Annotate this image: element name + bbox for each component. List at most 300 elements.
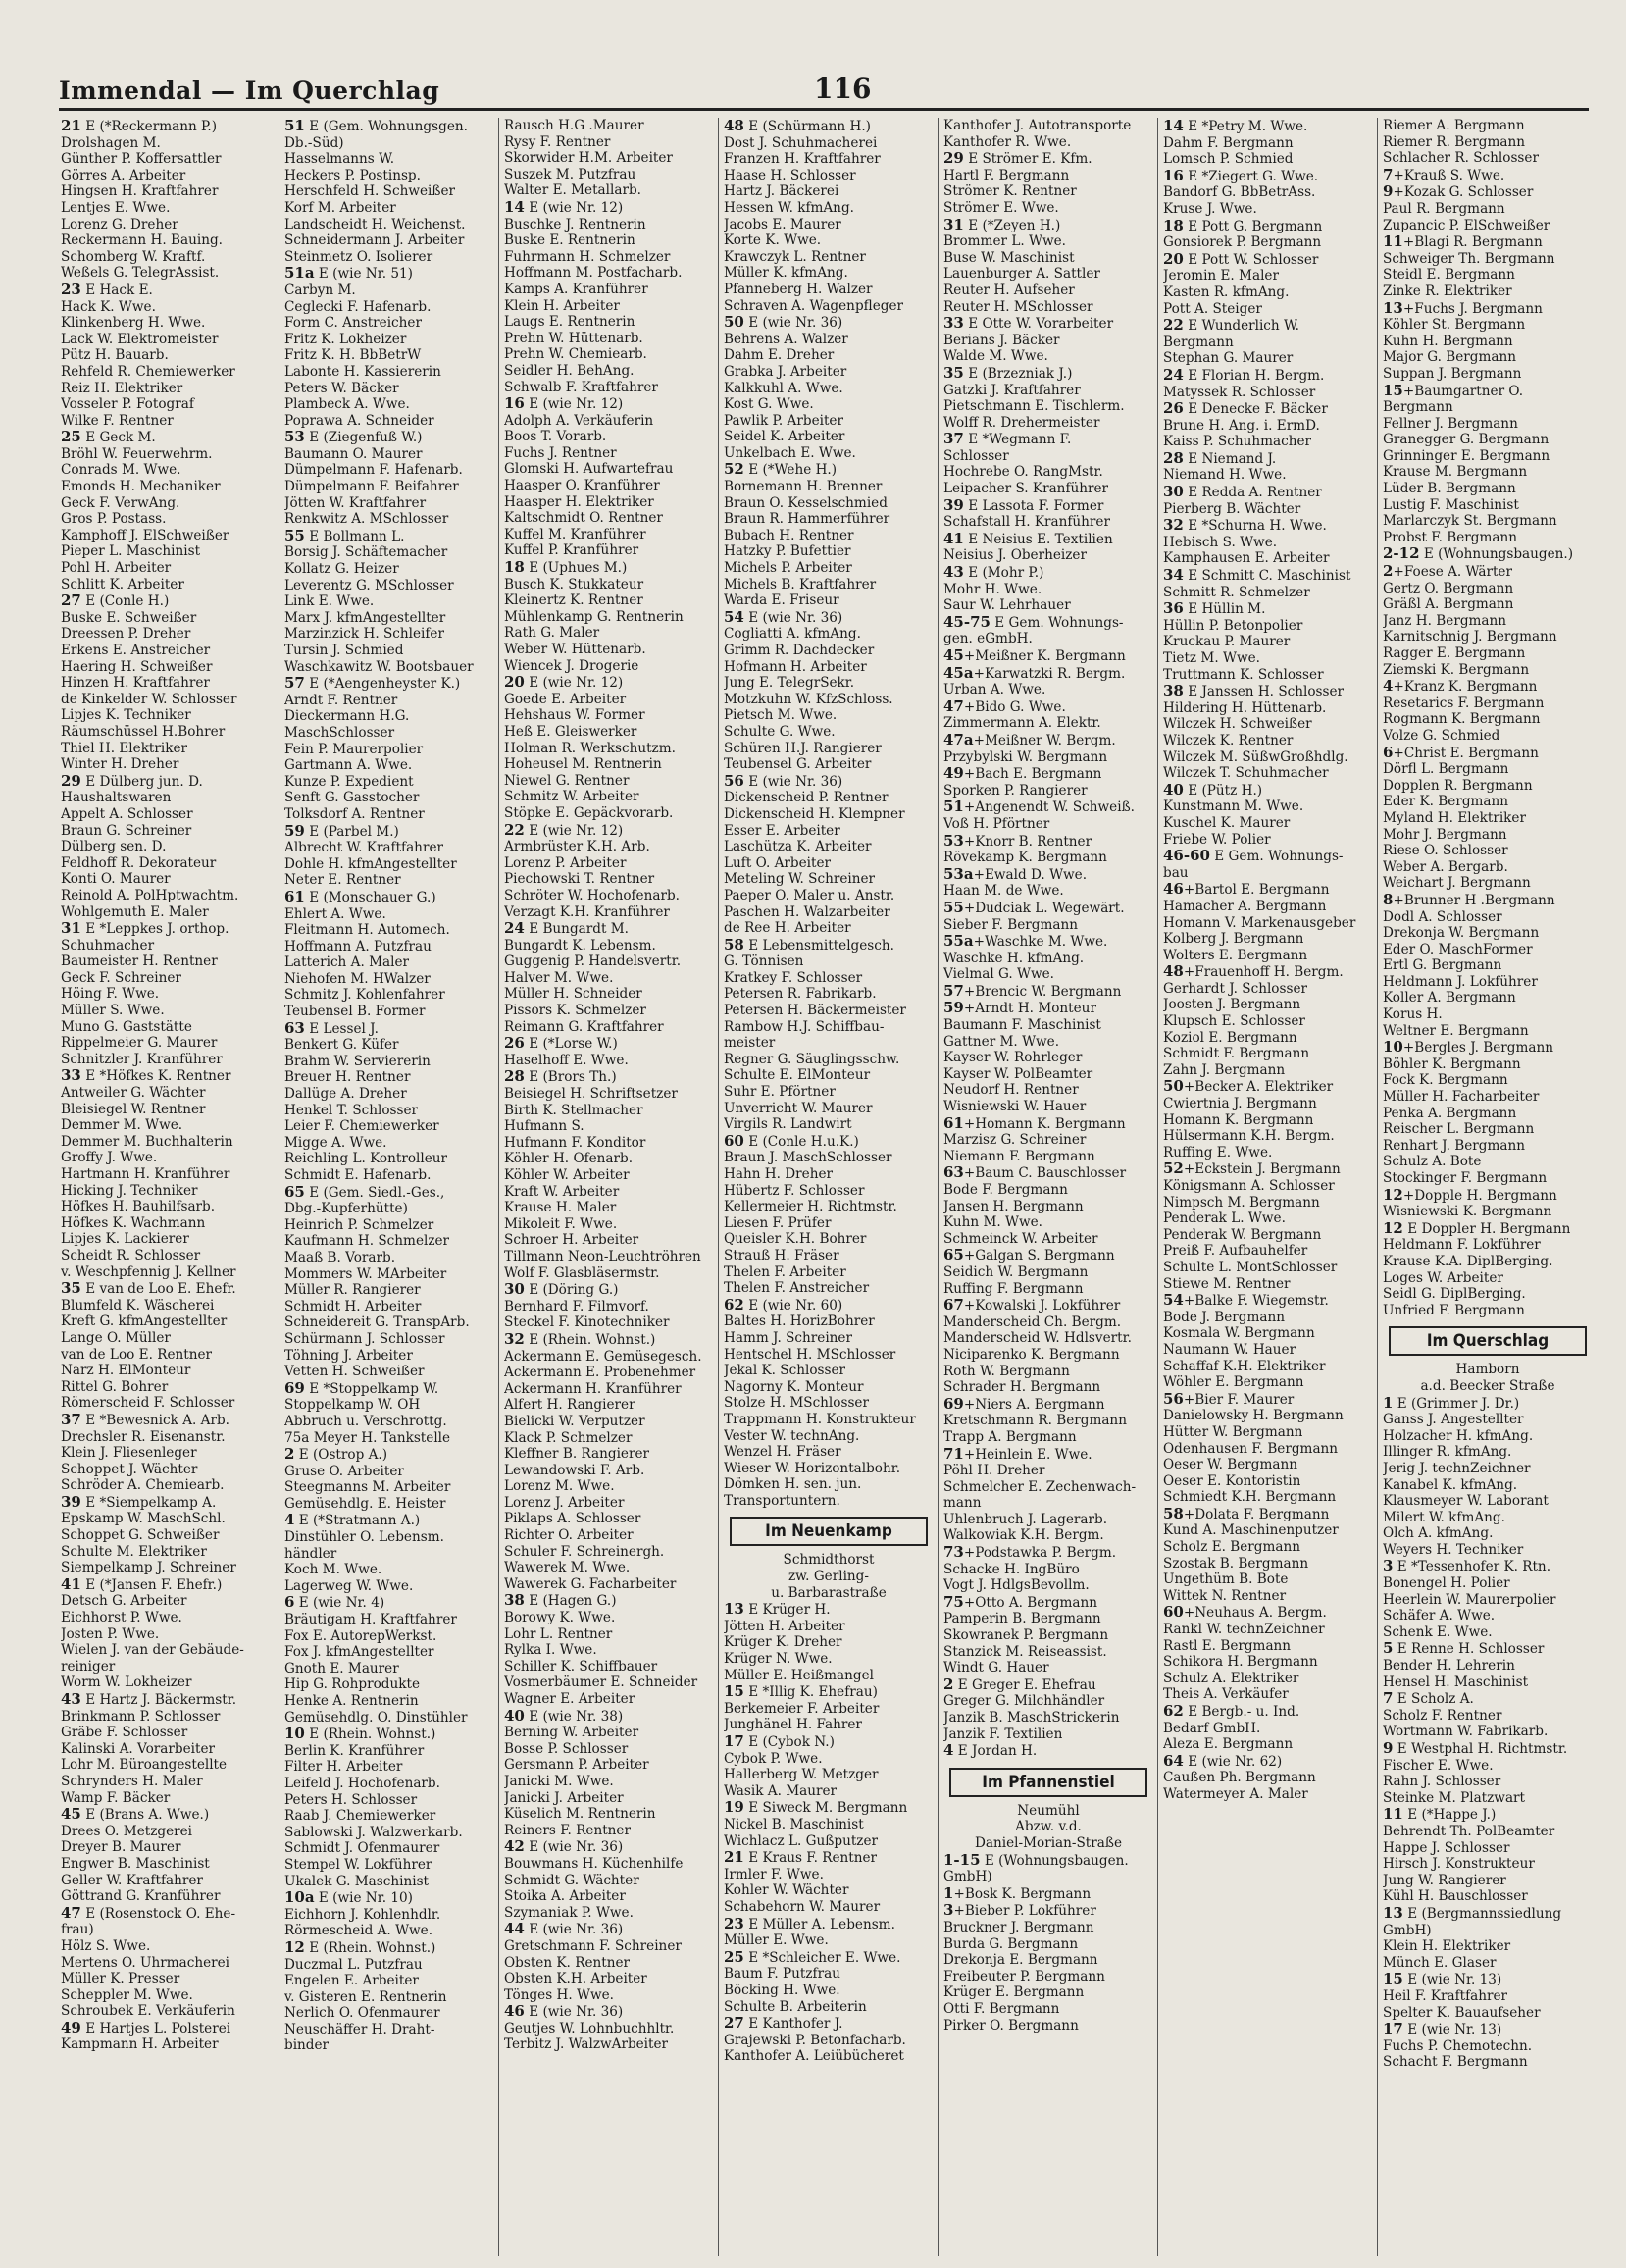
resident-entry: Niemann F. Bergmann: [943, 1148, 1095, 1164]
resident-entry: Schweiger Th. Bergmann: [1383, 250, 1555, 267]
resident-entry: Bode J. Bergmann: [1163, 1309, 1286, 1325]
resident-entry: Klein J. Fliesenleger: [61, 1445, 197, 1462]
resident-entry: Hingsen H. Kraftfahrer: [61, 183, 219, 200]
resident-entry: Töhning J. Arbeiter: [284, 1347, 413, 1364]
resident-entry: Köhler St. Bergmann: [1383, 317, 1526, 334]
house-number-entry: 1+Bosk K. Bergmann: [943, 1884, 1092, 1902]
resident-entry: Scheppler M. Wwe.: [61, 1986, 193, 2003]
house-number: 18: [1163, 217, 1184, 234]
resident-entry: 75a Meyer H. Tankstelle: [284, 1429, 451, 1446]
resident-entry: Stolze H. MSchlosser: [724, 1395, 869, 1412]
resident-entry: Homann V. Markenausgeber: [1163, 914, 1356, 931]
resident-entry: Kund A. Maschinenputzer: [1163, 1522, 1339, 1539]
house-number: 60: [1163, 1604, 1184, 1622]
resident-entry: Tillmann Neon-Leuchtröhren: [504, 1248, 701, 1264]
resident-entry: Halver M. Wwe.: [504, 969, 614, 986]
house-number-entry: 57+Brencic W. Bergmann: [943, 982, 1122, 1000]
resident-entry: Kruse J. Wwe.: [1163, 200, 1257, 217]
resident-entry: Wielen J. van der Gebäude-: [61, 1642, 244, 1659]
house-number: 40: [504, 1707, 525, 1725]
street-location-note: Daniel-Morian-Straße: [975, 1834, 1122, 1851]
house-number-entry: 22 E (wie Nr. 12): [504, 821, 624, 839]
resident-entry: Kampmann H. Arbeiter: [61, 2036, 219, 2053]
house-number: 32: [504, 1330, 525, 1348]
house-number: 15: [1383, 382, 1403, 399]
resident-entry: Unverricht W. Maurer: [724, 1100, 873, 1116]
house-number: 46: [504, 2003, 525, 2021]
house-number-entry: 63 E Lessel J.: [284, 1019, 379, 1037]
house-number-entry: 67+Kowalski J. Lokführer: [943, 1297, 1121, 1314]
resident-entry: Jeromin E. Maler: [1163, 268, 1279, 284]
resident-entry: Leifeld J. Hochofenarb.: [284, 1775, 440, 1791]
column-5: [943, 118, 1153, 2256]
resident-entry: Korte K. Wwe.: [724, 232, 822, 249]
house-number-entry: 24 E Bungardt M.: [504, 920, 629, 938]
resident-entry: Schmidt E. Hafenarb.: [284, 1167, 432, 1183]
resident-entry: Form C. Anstreicher: [284, 315, 422, 332]
house-number: 32: [1163, 517, 1184, 535]
resident-entry: Wittek N. Rentner: [1163, 1587, 1287, 1604]
resident-entry: Korf M. Arbeiter: [284, 199, 396, 216]
resident-entry: Krüger E. Bergmann: [943, 1984, 1085, 2001]
resident-entry: Gertz O. Bergmann: [1383, 580, 1514, 596]
house-number-entry: 61 E (Monschauer G.): [284, 888, 436, 905]
house-number-entry: 59 E (Parbel M.): [284, 822, 399, 840]
house-number: 17: [724, 1733, 744, 1750]
resident-entry: Hack K. Wwe.: [61, 298, 156, 315]
resident-entry: Kuhn M. Wwe.: [943, 1214, 1042, 1231]
resident-entry: Conrads M. Wwe.: [61, 462, 181, 479]
house-number: 63: [943, 1164, 964, 1182]
resident-entry: Gonsiorek P. Bergmann: [1163, 234, 1322, 251]
resident-entry: Maaß B. Vorarb.: [284, 1249, 396, 1265]
resident-entry: Dinstühler O. Lebensm.: [284, 1529, 444, 1546]
resident-entry: Pietschmann E. Tischlerm.: [943, 398, 1125, 415]
resident-entry: Demmer M. Buchhalterin: [61, 1133, 233, 1150]
resident-entry: Filter H. Arbeiter: [284, 1759, 403, 1776]
resident-entry: Vogt J. HdlgsBevollm.: [943, 1577, 1090, 1594]
resident-entry: Kayser W. Rohrleger: [943, 1050, 1083, 1066]
column-divider: [498, 118, 499, 2256]
house-number: 4: [284, 1512, 295, 1529]
house-number: 23: [61, 281, 81, 298]
resident-entry: Laugs E. Rentnerin: [504, 314, 635, 331]
resident-entry: Dost J. Schuhmacherei: [724, 134, 878, 151]
resident-entry: Hip G. Rohprodukte: [284, 1676, 421, 1693]
resident-entry: Tietz M. Wwe.: [1163, 650, 1260, 666]
house-number-entry: 2 E Greger E. Ehefrau: [943, 1675, 1096, 1693]
house-number: 36: [1163, 600, 1184, 618]
house-number: 49: [943, 765, 964, 783]
house-number: 62: [1163, 1703, 1184, 1720]
house-number-entry: 35 E van de Loo E. Ehefr.: [61, 1280, 236, 1298]
resident-entry: Birth K. Stellmacher: [504, 1102, 643, 1118]
resident-entry: Szymaniak P. Wwe.: [504, 1904, 634, 1921]
resident-entry: Eichhorn J. Kohlenhdlr.: [284, 1906, 441, 1923]
resident-entry: Bungardt K. Lebensm.: [504, 937, 656, 954]
house-number-entry: 54+Balke F. Wiegemstr.: [1163, 1292, 1329, 1310]
house-number: 24: [504, 920, 525, 938]
resident-entry: Kamphoff J. ElSchweißer: [61, 527, 229, 543]
resident-entry: Mühlenkamp G. Rentnerin: [504, 608, 684, 625]
resident-entry: Niemand H. Wwe.: [1163, 467, 1287, 484]
house-number-entry: 52 E (*Wehe H.): [724, 461, 838, 479]
house-number-entry: 50+Becker A. Elektriker: [1163, 1078, 1334, 1096]
house-number: 24: [1163, 366, 1184, 384]
resident-entry: Haushaltswaren: [61, 790, 172, 806]
resident-entry: Schrader H. Bergmann: [943, 1379, 1101, 1396]
resident-entry: Nimpsch M. Bergmann: [1163, 1194, 1320, 1211]
resident-entry: Herschfeld H. Schweißer: [284, 183, 456, 200]
house-number: 59: [284, 822, 305, 840]
house-number-entry: 10a E (wie Nr. 10): [284, 1889, 413, 1907]
resident-entry: Schroubek E. Verkäuferin: [61, 2003, 235, 2020]
resident-entry: Bruckner J. Bergmann: [943, 1919, 1094, 1935]
resident-entry: Lorenz G. Dreher: [61, 216, 178, 232]
resident-entry: Jung W. Rangierer: [1383, 1872, 1506, 1888]
resident-entry: Haase H. Schlosser: [724, 167, 856, 183]
house-number-entry: 24 E Florian H. Bergm.: [1163, 366, 1325, 384]
resident-entry: Naumann W. Hauer: [1163, 1341, 1296, 1358]
resident-entry: Leier F. Chemiewerker: [284, 1118, 439, 1135]
resident-entry: Seidler H. BehAng.: [504, 362, 635, 379]
running-title: Immendal — Im Querchlag: [59, 77, 440, 105]
house-number-entry: 6+Christ E. Bergmann: [1383, 744, 1539, 761]
resident-entry: Weber W. Hüttenarb.: [504, 642, 646, 657]
resident-entry: Oeser W. Bergmann: [1163, 1457, 1298, 1473]
resident-entry: Hahn H. Dreher: [724, 1166, 834, 1182]
resident-entry: Greger G. Milchhändler: [943, 1693, 1105, 1710]
resident-entry: Kraft W. Arbeiter: [504, 1183, 620, 1200]
house-number: 33: [61, 1067, 81, 1085]
house-number-entry: 34 E Schmitt C. Maschinist: [1163, 567, 1351, 585]
resident-entry: Przybylski W. Bergmann: [943, 748, 1108, 765]
resident-entry: Geutjes W. Lohnbuchhltr.: [504, 2020, 675, 2036]
resident-entry: Leverentz G. MSchlosser: [284, 577, 454, 593]
house-number: 54: [1163, 1292, 1184, 1310]
resident-entry: Kaltschmidt O. Rentner: [504, 510, 663, 527]
resident-entry: Klinkenberg H. Wwe.: [61, 315, 206, 332]
house-number-entry: 63+Baum C. Bauschlosser: [943, 1164, 1127, 1182]
house-number-entry: 29 E Strömer E. Kfm.: [943, 150, 1092, 168]
house-number-entry: 8+Brunner H .Bergmann: [1383, 891, 1555, 908]
resident-entry: Schulte M. Elektriker: [61, 1543, 207, 1560]
house-number-entry: 65 E (Gem. Siedl.-Ges.,: [284, 1183, 445, 1201]
resident-entry: Gemüsehdlg. E. Heister: [284, 1495, 446, 1512]
resident-entry: Hoffmann M. Postfacharb.: [504, 265, 683, 282]
column-divider: [1377, 118, 1378, 2256]
house-number-entry: 54 E (wie Nr. 36): [724, 608, 843, 626]
resident-entry: Richter O. Arbeiter: [504, 1527, 634, 1544]
resident-entry: Dieckermann H.G.: [284, 708, 410, 725]
house-number: 55: [284, 527, 305, 544]
resident-entry: Voß H. Pförtner: [943, 815, 1050, 832]
house-number-entry: 14 E (wie Nr. 12): [504, 198, 624, 216]
resident-entry: Major G. Bergmann: [1383, 349, 1516, 366]
house-number: 45-75: [943, 613, 991, 631]
house-number: 41: [61, 1575, 81, 1593]
house-number: 2: [943, 1675, 954, 1693]
house-number-entry: 37 E *Wegmann F.: [943, 431, 1072, 448]
resident-entry: Lipjes K. Techniker: [61, 707, 191, 724]
house-number-entry: 5 E Renne H. Schlosser: [1383, 1640, 1545, 1658]
street-location-note: zw. Gerling-: [788, 1569, 869, 1585]
resident-entry: Schulte B. Arbeiterin: [724, 1998, 867, 2015]
house-number-entry: 47+Bido G. Wwe.: [943, 697, 1066, 715]
resident-entry: Küselich M. Rentnerin: [504, 1806, 656, 1823]
resident-entry: Bosse P. Schlosser: [504, 1740, 629, 1757]
resident-entry: Engelen E. Arbeiter: [284, 1973, 419, 1989]
resident-entry: Hufmann S.: [504, 1118, 584, 1135]
house-number: 7: [1383, 1690, 1394, 1708]
resident-entry: Wilczek K. Rentner: [1163, 732, 1294, 748]
house-number: 28: [504, 1068, 525, 1086]
house-number-entry: 3+Bieber P. Lokführer: [943, 1902, 1096, 1920]
resident-entry: Pissors K. Schmelzer: [504, 1003, 646, 1019]
resident-entry: Fox J. kfmAngestellter: [284, 1644, 434, 1661]
resident-entry: Strauß H. Fräser: [724, 1247, 839, 1263]
resident-entry: Schulte G. Wwe.: [724, 723, 836, 740]
house-number: 57: [284, 675, 305, 693]
resident-entry: Oeser E. Kontoristin: [1163, 1472, 1301, 1489]
resident-entry: Reischer L. Bergmann: [1383, 1121, 1535, 1138]
resident-entry: Gretschmann F. Schreiner: [504, 1937, 682, 1954]
resident-entry: Schulz A. Bote: [1383, 1154, 1482, 1170]
resident-entry: Rausch H.G .Maurer: [504, 118, 644, 133]
resident-entry: Dickenscheid H. Klempner: [724, 805, 905, 822]
resident-entry: Kanthofer A. Leiübücheret: [724, 2048, 904, 2065]
resident-entry: Spelter K. Bauaufseher: [1383, 2004, 1541, 2021]
house-number: 51: [284, 118, 305, 134]
resident-entry: Probst F. Bergmann: [1383, 529, 1517, 545]
house-number-entry: 62 E (wie Nr. 60): [724, 1296, 843, 1314]
resident-entry: Müller K. kfmAng.: [724, 265, 848, 282]
resident-entry: Caußen Ph. Bergmann: [1163, 1770, 1316, 1786]
resident-entry: Petersen R. Fabrikarb.: [724, 986, 877, 1003]
resident-entry: Lagerweg W. Wwe.: [284, 1577, 414, 1594]
house-number: 46-60: [1163, 848, 1210, 865]
house-number: 12: [1383, 1219, 1403, 1237]
resident-entry: binder: [284, 2037, 330, 2054]
house-number: 31: [943, 216, 964, 233]
house-number-entry: 22 E Wunderlich W.: [1163, 317, 1299, 335]
house-number-entry: 21 E (*Reckermann P.): [61, 118, 218, 134]
resident-entry: Grajewski P. Betonfacharb.: [724, 2032, 906, 2048]
resident-entry: Gräbe F. Schlosser: [61, 1725, 188, 1741]
house-number: 25: [61, 429, 81, 446]
resident-entry: Berning W. Arbeiter: [504, 1725, 639, 1741]
resident-entry: Szostak B. Bergmann: [1163, 1555, 1309, 1572]
resident-entry: Görres A. Arbeiter: [61, 167, 186, 183]
house-number-entry: 61+Homann K. Bergmann: [943, 1114, 1126, 1132]
resident-entry: Terbitz J. WalzwArbeiter: [504, 2036, 669, 2053]
resident-entry: Vosmerbäumer E. Schneider: [504, 1675, 698, 1691]
resident-entry: Hölz S. Wwe.: [61, 1937, 151, 1954]
house-number: 37: [943, 431, 964, 448]
resident-entry: Warda E. Friseur: [724, 593, 839, 609]
resident-entry: Brune H. Ang. i. ErmD.: [1163, 417, 1320, 434]
house-number-entry: 33 E *Höfkes K. Rentner: [61, 1067, 231, 1085]
resident-entry: Schmitz W. Arbeiter: [504, 789, 639, 805]
resident-entry: Happe J. Schlosser: [1383, 1839, 1510, 1856]
house-number: 47: [61, 1904, 81, 1922]
resident-entry: Neudorf H. Rentner: [943, 1082, 1079, 1099]
resident-entry: Queisler K.H. Bohrer: [724, 1231, 867, 1248]
resident-entry: Lipjes K. Lackierer: [61, 1231, 189, 1248]
resident-entry: Marzinzick H. Schleifer: [284, 626, 444, 643]
resident-entry: Müller K. Presser: [61, 1971, 180, 1987]
resident-entry: GmbH): [1383, 1922, 1432, 1938]
resident-entry: frau): [61, 1922, 94, 1938]
resident-entry: Pohl H. Arbeiter: [61, 560, 172, 577]
street-location-note: Hamborn: [1455, 1362, 1520, 1378]
resident-entry: Schabehorn W. Maurer: [724, 1898, 881, 1915]
resident-entry: Dickenscheid P. Rentner: [724, 790, 889, 806]
resident-entry: Granegger G. Bergmann: [1383, 432, 1550, 448]
house-number: 38: [504, 1592, 525, 1610]
resident-entry: Koller A. Bergmann: [1383, 990, 1516, 1006]
house-number-entry: 69 E *Stoppelkamp W.: [284, 1379, 439, 1397]
resident-entry: Hebisch S. Wwe.: [1163, 534, 1278, 550]
resident-entry: Hatzky P. Bufettier: [724, 543, 851, 560]
house-number: 67: [943, 1297, 964, 1314]
resident-entry: Loges W. Arbeiter: [1383, 1269, 1503, 1286]
resident-entry: Renhart J. Bergmann: [1383, 1137, 1525, 1154]
resident-entry: Volze G. Schmied: [1383, 727, 1500, 744]
resident-entry: Geck F. Schreiner: [61, 969, 181, 986]
resident-entry: Michels P. Arbeiter: [724, 560, 852, 577]
resident-entry: Schneidermann J. Arbeiter: [284, 232, 465, 249]
resident-entry: Appelt A. Schlosser: [61, 805, 193, 822]
resident-entry: Trappmann H. Konstrukteur: [724, 1411, 916, 1427]
resident-entry: Aleza E. Bergmann: [1163, 1736, 1294, 1753]
resident-entry: Schmidt H. Arbeiter: [284, 1298, 422, 1314]
resident-entry: Beisiegel H. Schriftsetzer: [504, 1086, 678, 1103]
resident-entry: Baumann O. Maurer: [284, 445, 423, 462]
resident-entry: Wisniewski W. Hauer: [943, 1099, 1087, 1115]
house-number: 23: [724, 1915, 744, 1933]
resident-entry: Reinold A. PolHptwachtm.: [61, 887, 239, 903]
house-number-entry: 33 E Otte W. Vorarbeiter: [943, 315, 1114, 333]
resident-entry: Steegmanns M. Arbeiter: [284, 1479, 451, 1496]
house-number-entry: 16 E *Ziegert G. Wwe.: [1163, 167, 1319, 184]
resident-entry: Schroer H. Arbeiter: [504, 1232, 639, 1249]
resident-entry: Goede E. Arbeiter: [504, 691, 627, 707]
resident-entry: Bode F. Bergmann: [943, 1182, 1068, 1198]
resident-entry: Weltner E. Bergmann: [1383, 1022, 1529, 1039]
resident-entry: Wichlacz L. Gußputzer: [724, 1832, 878, 1849]
house-number: 51a: [284, 265, 315, 283]
resident-entry: Heerlein W. Maurerpolier: [1383, 1591, 1556, 1608]
house-number-entry: 42 E (wie Nr. 36): [504, 1838, 624, 1856]
resident-entry: Kasten R. kfmAng.: [1163, 284, 1290, 300]
resident-entry: Mikoleit F. Wwe.: [504, 1215, 618, 1232]
resident-entry: Tolksdorf A. Rentner: [284, 805, 425, 822]
resident-entry: Bleisiegel W. Rentner: [61, 1101, 206, 1117]
house-number: 58: [1163, 1505, 1184, 1522]
resident-entry: Reichling L. Kontrolleur: [284, 1151, 448, 1167]
resident-entry: Junghänel H. Fahrer: [724, 1717, 862, 1733]
resident-entry: Dreyer B. Maurer: [61, 1839, 181, 1856]
resident-entry: Ruffing F. Bergmann: [943, 1280, 1084, 1297]
resident-entry: Schikora H. Bergmann: [1163, 1654, 1318, 1671]
resident-entry: Gnoth E. Maurer: [284, 1660, 399, 1676]
house-number: 37: [61, 1411, 81, 1428]
resident-entry: Fritz K. Lokheizer: [284, 331, 407, 347]
resident-entry: Otti F. Bergmann: [943, 2000, 1060, 2017]
house-number: 57: [943, 982, 964, 1000]
resident-entry: Kaiss P. Schuhmacher: [1163, 434, 1312, 450]
resident-entry: Kohler W. Wächter: [724, 1882, 849, 1899]
resident-entry: Korus H.: [1383, 1006, 1443, 1023]
resident-entry: Ackermann H. Kranführer: [504, 1380, 682, 1397]
house-number: 6: [1383, 744, 1394, 761]
resident-entry: Raab J. Chemiewerker: [284, 1808, 436, 1825]
column-4: [724, 118, 934, 2256]
house-number-entry: 20 E Pott W. Schlosser: [1163, 250, 1319, 268]
page-header: [59, 73, 1589, 116]
resident-entry: Scholz E. Bergmann: [1163, 1539, 1300, 1556]
house-number: 75: [943, 1593, 964, 1611]
house-number-entry: 10+Bergles J. Bergmann: [1383, 1039, 1553, 1057]
resident-entry: Henke A. Rentnerin: [284, 1693, 419, 1709]
house-number: 47: [943, 697, 964, 715]
resident-entry: Schwalb F. Kraftfahrer: [504, 379, 658, 395]
house-number: 3: [1383, 1558, 1394, 1575]
resident-entry: Brinkmann P. Schlosser: [61, 1708, 221, 1725]
resident-entry: Unfried F. Bergmann: [1383, 1302, 1525, 1318]
house-number: 4: [1383, 678, 1394, 696]
resident-entry: Schraven A. Wagenpfleger: [724, 297, 903, 314]
resident-entry: Hildering H. Hüttenarb.: [1163, 699, 1327, 716]
resident-entry: Schlosser: [943, 447, 1009, 464]
resident-entry: Duczmal L. Putzfrau: [284, 1956, 423, 1973]
resident-entry: Bröhl W. Feuerwehrm.: [61, 445, 213, 462]
resident-entry: Pütz H. Bauarb.: [61, 347, 169, 364]
house-number: 48: [724, 118, 744, 134]
resident-entry: Jötten W. Kraftfahrer: [284, 494, 427, 511]
house-number: 40: [1163, 781, 1184, 799]
resident-entry: händler: [284, 1545, 337, 1562]
resident-entry: Fuhrmann H. Schmelzer: [504, 248, 671, 265]
resident-entry: Gerhardt J. Schlosser: [1163, 980, 1307, 997]
house-number: 14: [1163, 118, 1184, 134]
resident-entry: Wortmann W. Fabrikarb.: [1383, 1724, 1549, 1740]
resident-entry: Sieber F. Bergmann: [943, 916, 1078, 933]
resident-entry: Zimmermann A. Elektr.: [943, 715, 1101, 732]
house-number: 61: [943, 1114, 964, 1132]
house-number: 45: [61, 1806, 81, 1824]
house-number-entry: 51 E (Gem. Wohnungsgen.: [284, 118, 468, 134]
house-number: 30: [504, 1281, 525, 1299]
resident-entry: Baumann F. Maschinist: [943, 1017, 1101, 1034]
house-number-entry: 69+Niers A. Bergmann: [943, 1395, 1105, 1413]
resident-entry: Adolph A. Verkäuferin: [504, 412, 654, 429]
resident-entry: Müller E. Heißmangel: [724, 1667, 874, 1683]
house-number: 49: [61, 2019, 81, 2036]
resident-entry: Dohle H. kfmAngestellter: [284, 855, 457, 872]
resident-entry: Bergmann: [1383, 399, 1453, 416]
resident-entry: Hochrebe O. RangMstr.: [943, 464, 1103, 481]
resident-entry: Fock K. Bergmann: [1383, 1072, 1508, 1089]
resident-entry: Schulte L. MontSchlosser: [1163, 1259, 1338, 1275]
resident-entry: Matyssek R. Schlosser: [1163, 384, 1316, 400]
resident-entry: Hamacher A. Bergmann: [1163, 898, 1327, 914]
resident-entry: Dahm F. Bergmann: [1163, 134, 1294, 151]
resident-entry: Schröder A. Chemiearb.: [61, 1477, 225, 1494]
resident-entry: Haselhoff E. Wwe.: [504, 1052, 629, 1068]
resident-entry: Schaffaf K.H. Elektriker: [1163, 1358, 1326, 1374]
